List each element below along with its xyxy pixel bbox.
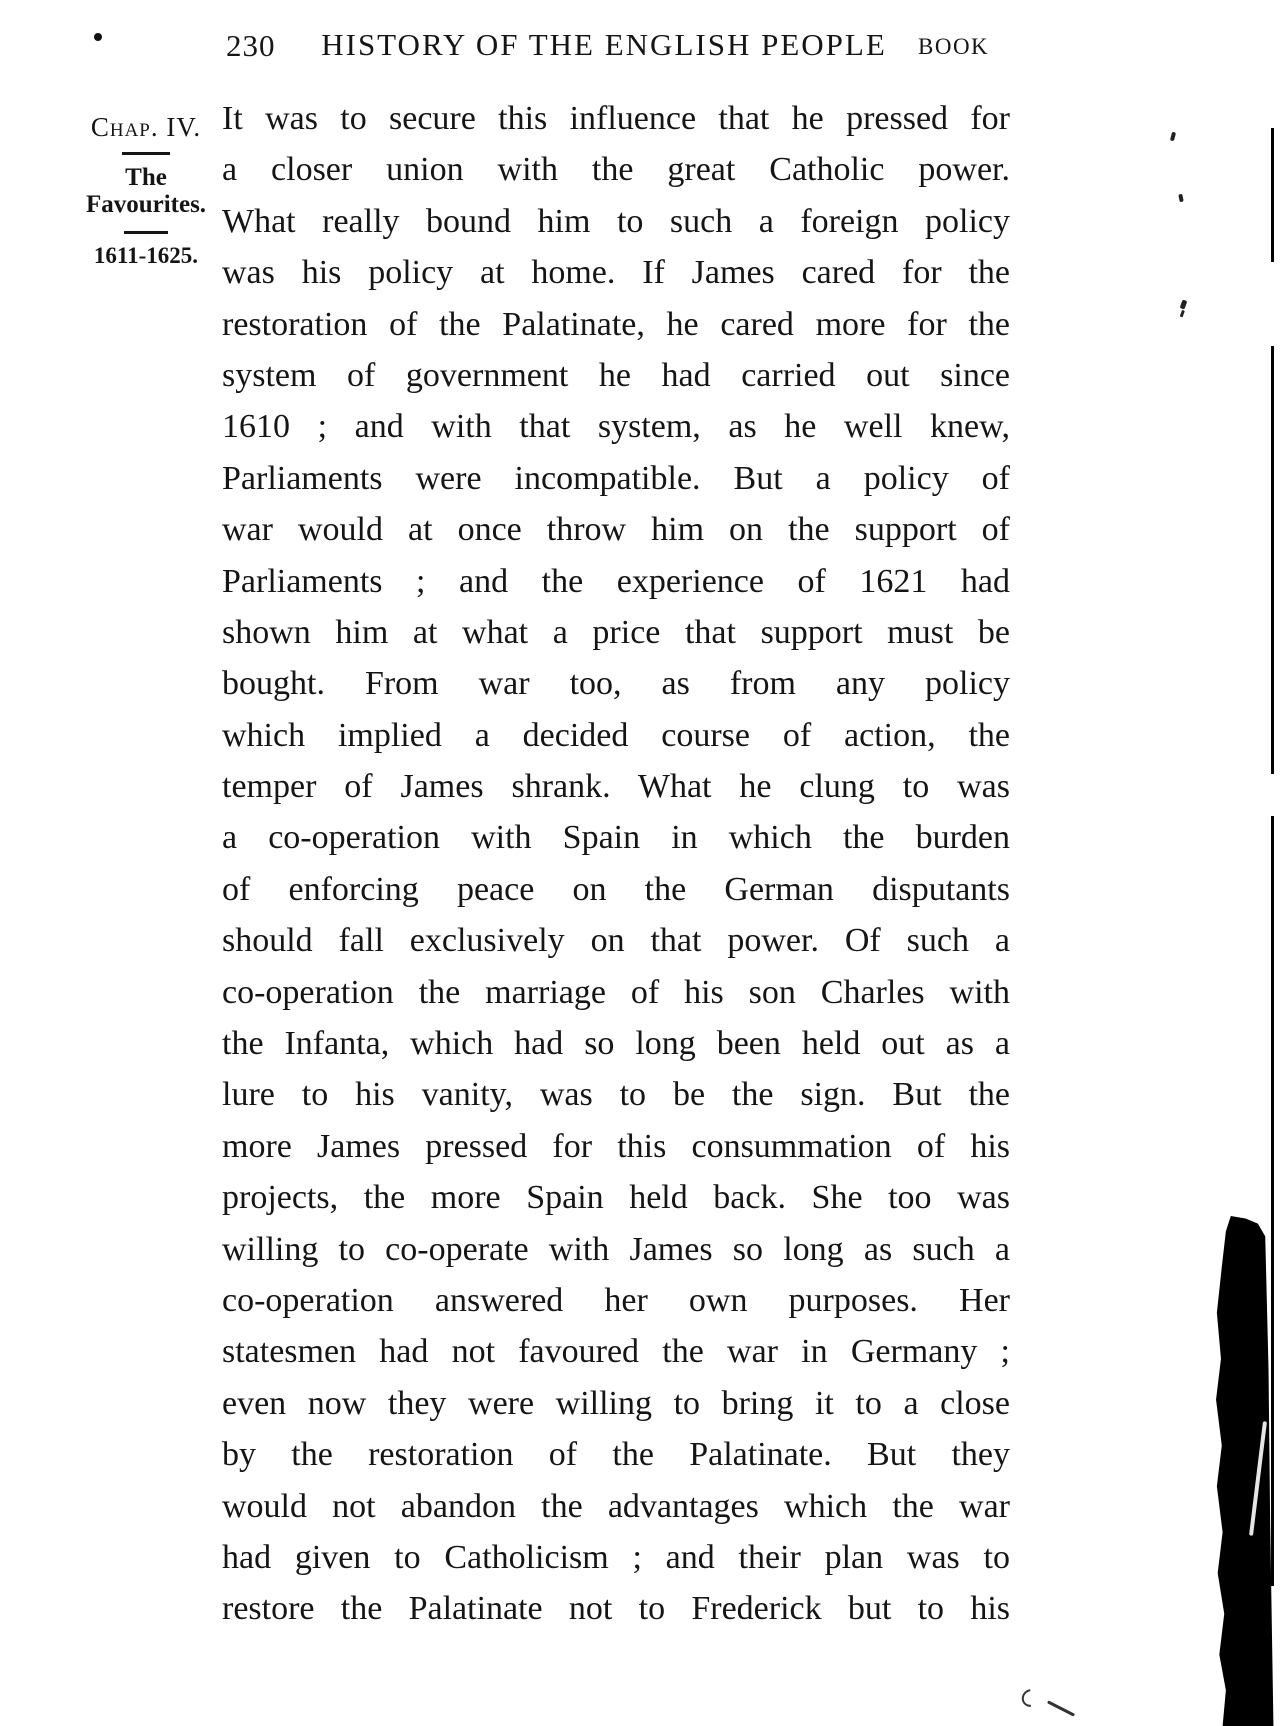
text-line: shown him at what a price that support must be — [222, 613, 1010, 651]
page-number: 230 — [226, 28, 276, 63]
scan-edge-line — [1271, 816, 1274, 1586]
text-line: temper of James shrank. What he clung to was — [222, 768, 1010, 806]
text-line: bought. From war too, as from any policy — [222, 665, 1010, 703]
text-line: war would at once throw him on the support of — [222, 511, 1010, 549]
scan-edge-line — [1271, 346, 1274, 774]
ink-speck-artifact — [1180, 299, 1188, 309]
pen-mark-c-artifact — [1018, 1686, 1043, 1711]
chapter-heading: Chap. IV. — [90, 112, 202, 142]
body-text — [222, 93, 1010, 1635]
ink-blot-highlight — [1249, 1421, 1267, 1536]
text-line: co-operation answered her own purposes. Her — [222, 1281, 1010, 1319]
text-line: would not abandon the advantages which the war — [222, 1487, 1010, 1525]
text-line: willing to co-operate with James so long as such a — [222, 1230, 1010, 1268]
sidenote-line: Favourites. — [85, 191, 207, 218]
text-line: co-operation the marriage of his son Charles with — [222, 973, 1010, 1011]
ink-speck-artifact — [1170, 132, 1176, 142]
ink-speck-artifact — [1178, 194, 1184, 203]
text-line: restoration of the Palatinate, he cared more for the — [222, 305, 1010, 343]
ink-dot-artifact — [94, 33, 102, 41]
text-line: Parliaments were incompatible. But a policy of — [222, 459, 1010, 497]
text-line: more James pressed for this consummation of his — [222, 1127, 1010, 1165]
text-line: a closer union with the great Catholic power. — [222, 151, 1010, 189]
text-line: the Infanta, which had so long been held out as a — [222, 1025, 1010, 1063]
text-line: Parliaments ; and the experience of 1621 had — [222, 562, 1010, 600]
margin-notes — [76, 112, 216, 269]
text-line: which implied a decided course of action, the — [222, 716, 1010, 754]
text-line: system of government he had carried out since — [222, 356, 1010, 394]
text-line: It was to secure this influence that he pressed for — [222, 100, 1010, 137]
text-line: was his policy at home. If James cared for the — [222, 254, 1010, 292]
ink-blot-artifact — [1198, 1216, 1280, 1726]
margin-divider-rule — [122, 152, 170, 155]
text-line: projects, the more Spain held back. She too was — [222, 1179, 1010, 1217]
scan-edge-line — [1271, 128, 1274, 262]
date-range: 1611-1625. — [93, 242, 199, 268]
text-line: lure to his vanity, was to be the sign. But the — [222, 1076, 1010, 1114]
text-line: a co-operation with Spain in which the burden — [222, 819, 1010, 857]
page-title: HISTORY OF THE ENGLISH PEOPLE — [321, 27, 887, 62]
text-line: restore the Palatinate not to Frederick but to his — [222, 1590, 1010, 1628]
text-line: What really bound him to such a foreign policy — [222, 202, 1010, 240]
text-line: had given to Catholicism ; and their plan was to — [222, 1538, 1010, 1576]
text-line: statesmen had not favoured the war in Germany ; — [222, 1333, 1010, 1371]
pen-mark-stroke-artifact — [1047, 1700, 1075, 1716]
text-line: 1610 ; and with that system, as he well knew, — [222, 408, 1010, 446]
book-label: BOOK — [918, 34, 990, 59]
text-line: of enforcing peace on the German disputants — [222, 870, 1010, 908]
text-line: even now they were willing to bring it to a close — [222, 1384, 1010, 1422]
text-line: by the restoration of the Palatinate. But they — [222, 1436, 1010, 1474]
margin-divider-rule — [124, 231, 168, 234]
text-line: should fall exclusively on that power. Of such a — [222, 922, 1010, 960]
sidenote-line: The — [125, 164, 167, 191]
